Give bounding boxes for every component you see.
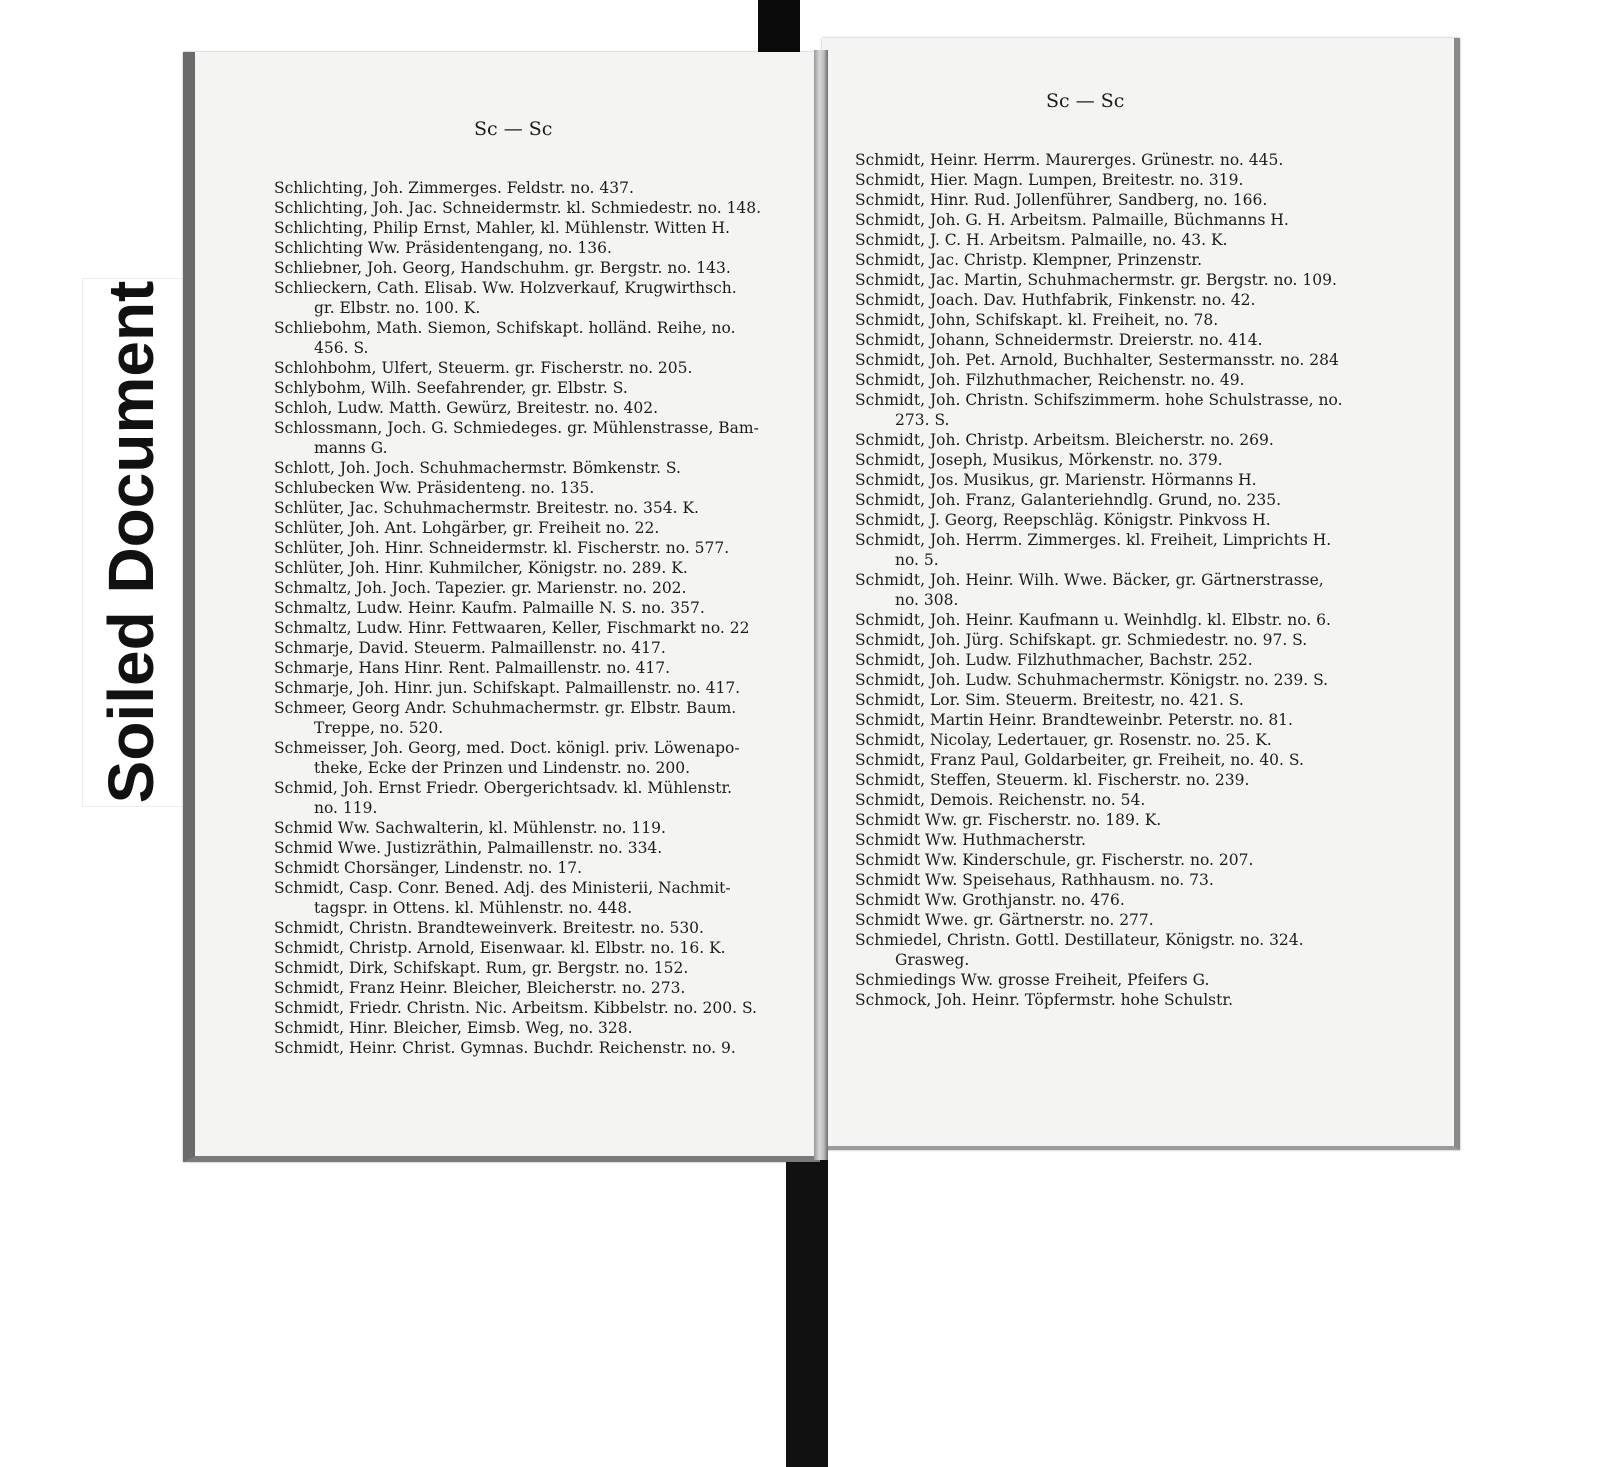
directory-entry xyxy=(855,170,1365,190)
directory-entry xyxy=(274,178,794,198)
entry-text: Schmidt, Demois. Reichenstr. no. 54. xyxy=(855,791,1146,809)
entry-text: Schmiedel, Christn. Gottl. Destillateur, Königstr. no. 324. xyxy=(855,931,1304,949)
entry-text: Schmaltz, Joh. Joch. Tapezier. gr. Marienstr. no. 202. xyxy=(274,579,687,597)
entry-text: Schmidt, Christn. Brandteweinverk. Breitestr. no. 530. xyxy=(274,919,704,937)
entry-continuation: 273. S. xyxy=(895,411,950,429)
directory-entry xyxy=(274,1018,794,1038)
entry-text: Schmidt Ww. Grothjanstr. no. 476. xyxy=(855,891,1125,909)
directory-entry xyxy=(855,930,1365,970)
entry-continuation: Grasweg. xyxy=(895,951,970,969)
entry-text: Schmidt, Joh. Jürg. Schifskapt. gr. Schmiedestr. no. 97. S. xyxy=(855,631,1308,649)
directory-entry xyxy=(855,730,1365,750)
entry-text: Schloh, Ludw. Matth. Gewürz, Breitestr. no. 402. xyxy=(274,399,659,417)
directory-entry xyxy=(855,650,1365,670)
entry-continuation: theke, Ecke der Prinzen und Lindenstr. no. 200. xyxy=(314,759,691,777)
directory-entry xyxy=(855,850,1365,870)
entry-text: Schmidt, Joh. G. H. Arbeitsm. Palmaille, Büchmanns H. xyxy=(855,211,1289,229)
entry-text: Schmidt, J. Georg, Reepschläg. Königstr. Pinkvoss H. xyxy=(855,511,1271,529)
directory-entry xyxy=(274,398,794,418)
directory-entry xyxy=(855,970,1365,990)
entry-text: Schliebner, Joh. Georg, Handschuhm. gr. Bergstr. no. 143. xyxy=(274,259,731,277)
directory-entry xyxy=(855,710,1365,730)
entry-text: Schmid Wwe. Justizräthin, Palmaillenstr. no. 334. xyxy=(274,839,663,857)
entry-text: Schmidt, Hinr. Bleicher, Eimsb. Weg, no. 328. xyxy=(274,1019,633,1037)
entry-text: Schmid Ww. Sachwalterin, kl. Mühlenstr. no. 119. xyxy=(274,819,666,837)
entry-text: Schmidt, Martin Heinr. Brandteweinbr. Peterstr. no. 81. xyxy=(855,711,1293,729)
entry-text: Schmidt, J. C. H. Arbeitsm. Palmaille, no. 43. K. xyxy=(855,231,1228,249)
directory-entry xyxy=(274,458,794,478)
directory-entry xyxy=(274,418,794,458)
entry-continuation: manns G. xyxy=(314,439,388,457)
entry-text: Schmidt, Joh. Ludw. Schuhmachermstr. Königstr. no. 239. S. xyxy=(855,671,1329,689)
directory-entry xyxy=(274,658,794,678)
entry-text: Schliebohm, Math. Siemon, Schifskapt. holländ. Reihe, no. xyxy=(274,319,736,337)
directory-entry xyxy=(855,310,1365,330)
entry-text: Schmidt Chorsänger, Lindenstr. no. 17. xyxy=(274,859,583,877)
entry-text: Schmidt Ww. Speisehaus, Rathhausm. no. 73. xyxy=(855,871,1214,889)
entry-text: Schlichting, Joh. Zimmerges. Feldstr. no. 437. xyxy=(274,179,634,197)
entry-text: Schmidt, Joh. Herrm. Zimmerges. kl. Freiheit, Limprichts H. xyxy=(855,531,1332,549)
entry-text: Schmeisser, Joh. Georg, med. Doct. königl. priv. Löwenapo- xyxy=(274,739,740,757)
entry-continuation: no. 119. xyxy=(314,799,378,817)
entry-text: Schmidt, Steffen, Steuerm. kl. Fischerstr. no. 239. xyxy=(855,771,1250,789)
directory-entry xyxy=(855,270,1365,290)
entry-text: Schmidt, Joh. Filzhuthmacher, Reichenstr. no. 49. xyxy=(855,371,1245,389)
directory-entry xyxy=(855,870,1365,890)
entry-text: Schmidt Ww. gr. Fischerstr. no. 189. K. xyxy=(855,811,1162,829)
entry-text: Schmidt, Heinr. Christ. Gymnas. Buchdr. Reichenstr. no. 9. xyxy=(274,1039,736,1057)
entry-text: Schmidt, Lor. Sim. Steuerm. Breitestr, no. 421. S. xyxy=(855,691,1244,709)
directory-entry xyxy=(274,358,794,378)
entry-text: Schmidt, Dirk, Schifskapt. Rum, gr. Bergstr. no. 152. xyxy=(274,959,689,977)
entry-text: Schlott, Joh. Joch. Schuhmachermstr. Bömkenstr. S. xyxy=(274,459,681,477)
entry-text: Schmidt, Joh. Franz, Galanteriehndlg. Grund, no. 235. xyxy=(855,491,1282,509)
directory-entry xyxy=(855,630,1365,650)
entry-text: Schmiedings Ww. grosse Freiheit, Pfeifers G. xyxy=(855,971,1210,989)
directory-entry xyxy=(274,538,794,558)
directory-entry xyxy=(274,938,794,958)
directory-entry xyxy=(855,290,1365,310)
right-directory-list xyxy=(855,150,1365,1010)
left-page-header: Sc — Sc xyxy=(474,118,553,140)
directory-entry xyxy=(855,490,1365,510)
entry-continuation: no. 308. xyxy=(895,591,959,609)
directory-entry xyxy=(855,530,1365,570)
directory-entry xyxy=(855,510,1365,530)
directory-entry xyxy=(274,998,794,1018)
directory-entry xyxy=(274,618,794,638)
entry-text: Schmidt, Johann, Schneidermstr. Dreierstr. no. 414. xyxy=(855,331,1263,349)
entry-text: Schmidt, Jos. Musikus, gr. Marienstr. Hörmanns H. xyxy=(855,471,1257,489)
entry-continuation: gr. Elbstr. no. 100. K. xyxy=(314,299,481,317)
directory-entry xyxy=(274,1038,794,1058)
entry-text: Schmidt Ww. Huthmacherstr. xyxy=(855,831,1086,849)
directory-entry xyxy=(274,558,794,578)
entry-text: Schlubecken Ww. Präsidenteng. no. 135. xyxy=(274,479,595,497)
entry-text: Schmaltz, Ludw. Hinr. Fettwaaren, Keller, Fischmarkt no. 22 xyxy=(274,619,750,637)
directory-entry xyxy=(274,958,794,978)
entry-text: Schmidt, Franz Heinr. Bleicher, Bleicherstr. no. 273. xyxy=(274,979,686,997)
directory-entry xyxy=(855,790,1365,810)
directory-entry xyxy=(855,570,1365,610)
entry-text: Schmidt, Jac. Christp. Klempner, Prinzenstr. xyxy=(855,251,1203,269)
directory-entry xyxy=(274,198,794,218)
entry-text: Schmidt, Hinr. Rud. Jollenführer, Sandberg, no. 166. xyxy=(855,191,1268,209)
entry-text: Schlieckern, Cath. Elisab. Ww. Holzverkauf, Krugwirthsch. xyxy=(274,279,737,297)
directory-entry xyxy=(855,910,1365,930)
entry-text: Schmidt Ww. Kinderschule, gr. Fischerstr. no. 207. xyxy=(855,851,1254,869)
entry-text: Schmidt, Hier. Magn. Lumpen, Breitestr. no. 319. xyxy=(855,171,1244,189)
directory-entry xyxy=(855,990,1365,1010)
directory-entry xyxy=(855,430,1365,450)
directory-entry xyxy=(855,750,1365,770)
directory-entry xyxy=(855,230,1365,250)
entry-text: Schmidt, Joh. Ludw. Filzhuthmacher, Bachstr. 252. xyxy=(855,651,1253,669)
entry-text: Schlüter, Joh. Hinr. Kuhmilcher, Königstr. no. 289. K. xyxy=(274,559,688,577)
entry-text: Schlohbohm, Ulfert, Steuerm. gr. Fischerstr. no. 205. xyxy=(274,359,693,377)
directory-entry xyxy=(855,390,1365,430)
directory-entry xyxy=(855,610,1365,630)
directory-entry xyxy=(274,598,794,618)
directory-entry xyxy=(274,498,794,518)
directory-entry xyxy=(274,878,794,918)
entry-text: Schlüter, Joh. Hinr. Schneidermstr. kl. Fischerstr. no. 577. xyxy=(274,539,730,557)
directory-entry xyxy=(855,470,1365,490)
entry-text: Schmidt, Heinr. Herrm. Maurerges. Grünestr. no. 445. xyxy=(855,151,1284,169)
book-gutter xyxy=(814,50,828,1160)
entry-text: Schmidt, Joh. Heinr. Kaufmann u. Weinhdlg. kl. Elbstr. no. 6. xyxy=(855,611,1331,629)
directory-entry xyxy=(274,478,794,498)
directory-entry xyxy=(855,830,1365,850)
directory-entry xyxy=(274,858,794,878)
entry-text: Schmidt, John, Schifskapt. kl. Freiheit, no. 78. xyxy=(855,311,1219,329)
directory-entry xyxy=(274,918,794,938)
directory-entry xyxy=(855,250,1365,270)
entry-text: Schlichting Ww. Präsidentengang, no. 136. xyxy=(274,239,612,257)
entry-text: Schlossmann, Joch. G. Schmiedeges. gr. Mühlenstrasse, Bam- xyxy=(274,419,759,437)
entry-text: Schmidt, Joach. Dav. Huthfabrik, Finkenstr. no. 42. xyxy=(855,291,1256,309)
directory-entry xyxy=(855,350,1365,370)
directory-entry xyxy=(274,278,794,318)
bottom-black-tab xyxy=(786,1150,828,1467)
directory-entry xyxy=(855,150,1365,170)
entry-text: Schmidt, Joh. Christp. Arbeitsm. Bleicherstr. no. 269. xyxy=(855,431,1274,449)
directory-entry xyxy=(855,370,1365,390)
directory-entry xyxy=(855,890,1365,910)
entry-text: Schmidt, Christp. Arnold, Eisenwaar. kl. Elbstr. no. 16. K. xyxy=(274,939,726,957)
entry-text: Schlichting, Philip Ernst, Mahler, kl. Mühlenstr. Witten H. xyxy=(274,219,730,237)
directory-entry xyxy=(274,518,794,538)
directory-entry xyxy=(274,698,794,738)
directory-entry xyxy=(274,778,794,818)
directory-entry xyxy=(274,738,794,778)
directory-entry xyxy=(855,690,1365,710)
entry-text: Schmarje, Joh. Hinr. jun. Schifskapt. Palmaillenstr. no. 417. xyxy=(274,679,741,697)
top-black-tab xyxy=(758,0,800,58)
entry-text: Schmidt, Nicolay, Ledertauer, gr. Rosenstr. no. 25. K. xyxy=(855,731,1272,749)
directory-entry xyxy=(274,978,794,998)
entry-text: Schmock, Joh. Heinr. Töpfermstr. hohe Schulstr. xyxy=(855,991,1234,1009)
directory-entry xyxy=(855,810,1365,830)
entry-continuation: Treppe, no. 520. xyxy=(314,719,444,737)
entry-text: Schmarje, Hans Hinr. Rent. Palmaillenstr. no. 417. xyxy=(274,659,671,677)
directory-entry xyxy=(274,318,794,358)
entry-text: Schmidt, Joh. Pet. Arnold, Buchhalter, Sestermansstr. no. 284 xyxy=(855,351,1339,369)
entry-continuation: tagspr. in Ottens. kl. Mühlenstr. no. 448. xyxy=(314,899,633,917)
directory-entry xyxy=(274,678,794,698)
directory-entry xyxy=(274,838,794,858)
directory-entry xyxy=(855,770,1365,790)
soiled-document-label: Soiled Document xyxy=(95,280,167,804)
entry-text: Schmidt, Jac. Martin, Schuhmachermstr. gr. Bergstr. no. 109. xyxy=(855,271,1337,289)
directory-entry xyxy=(274,378,794,398)
entry-text: Schlybohm, Wilh. Seefahrender, gr. Elbstr. S. xyxy=(274,379,628,397)
left-directory-list xyxy=(274,178,794,1058)
directory-entry xyxy=(274,238,794,258)
entry-text: Schlichting, Joh. Jac. Schneidermstr. kl. Schmiedestr. no. 148. xyxy=(274,199,762,217)
right-page-header: Sc — Sc xyxy=(1046,90,1125,112)
directory-entry xyxy=(274,218,794,238)
entry-text: Schmidt Wwe. gr. Gärtnerstr. no. 277. xyxy=(855,911,1154,929)
entry-text: Schmidt, Franz Paul, Goldarbeiter, gr. Freiheit, no. 40. S. xyxy=(855,751,1304,769)
entry-text: Schmidt, Joh. Heinr. Wilh. Wwe. Bäcker, gr. Gärtnerstrasse, xyxy=(855,571,1324,589)
directory-entry xyxy=(855,330,1365,350)
entry-text: Schlüter, Jac. Schuhmachermstr. Breitestr. no. 354. K. xyxy=(274,499,699,517)
entry-text: Schmaltz, Ludw. Heinr. Kaufm. Palmaille N. S. no. 357. xyxy=(274,599,705,617)
entry-continuation: 456. S. xyxy=(314,339,369,357)
directory-entry xyxy=(274,258,794,278)
directory-entry xyxy=(855,210,1365,230)
entry-text: Schmidt, Casp. Conr. Bened. Adj. des Ministerii, Nachmit- xyxy=(274,879,731,897)
directory-entry xyxy=(855,190,1365,210)
entry-text: Schlüter, Joh. Ant. Lohgärber, gr. Freiheit no. 22. xyxy=(274,519,660,537)
directory-entry xyxy=(855,670,1365,690)
directory-entry xyxy=(274,818,794,838)
entry-text: Schmidt, Joseph, Musikus, Mörkenstr. no. 379. xyxy=(855,451,1223,469)
entry-text: Schmarje, David. Steuerm. Palmaillenstr. no. 417. xyxy=(274,639,666,657)
directory-entry xyxy=(274,578,794,598)
entry-text: Schmeer, Georg Andr. Schuhmachermstr. gr. Elbstr. Baum. xyxy=(274,699,737,717)
entry-text: Schmid, Joh. Ernst Friedr. Obergerichtsadv. kl. Mühlenstr. xyxy=(274,779,733,797)
directory-entry xyxy=(855,450,1365,470)
entry-text: Schmidt, Joh. Christn. Schifszimmerm. hohe Schulstrasse, no. xyxy=(855,391,1343,409)
entry-continuation: no. 5. xyxy=(895,551,939,569)
directory-entry xyxy=(274,638,794,658)
entry-text: Schmidt, Friedr. Christn. Nic. Arbeitsm. Kibbelstr. no. 200. S. xyxy=(274,999,757,1017)
